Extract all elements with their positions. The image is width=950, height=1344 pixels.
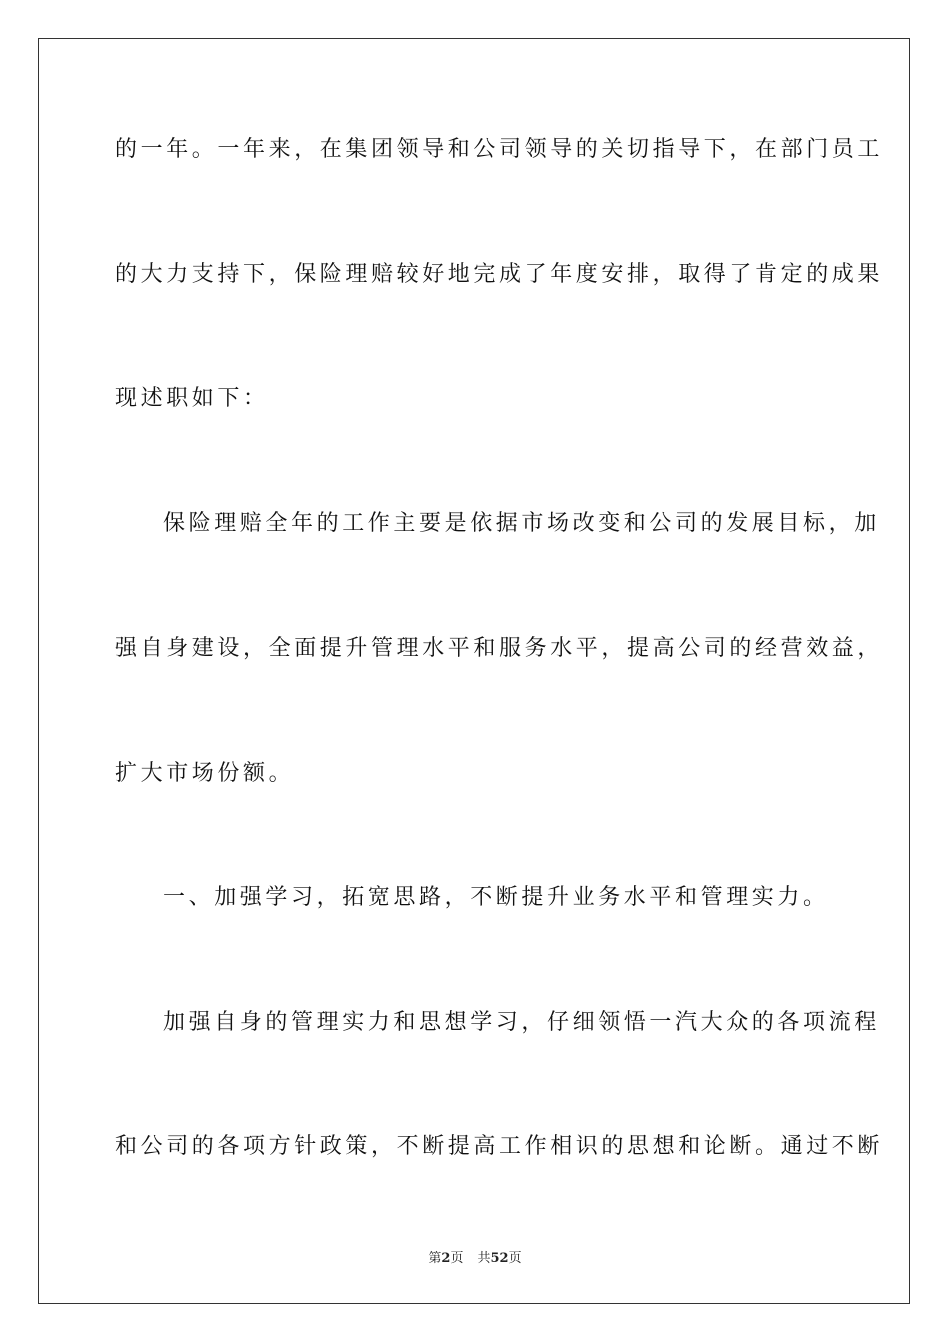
paragraph-start-line: 加强自身的管理实力和思想学习，仔细领悟一汽大众的各项流程 (163, 1010, 880, 1035)
text-line: 强自身建设，全面提升管理水平和服务水平，提高公司的经营效益， (115, 636, 884, 661)
total-suffix: 页 (508, 1251, 522, 1266)
text-line: 现述职如下： (115, 386, 269, 411)
page-prefix: 第 (428, 1251, 442, 1266)
page-suffix: 页 (450, 1251, 464, 1266)
section-heading: 一、加强学习，拓宽思路，不断提升业务水平和管理实力。 (163, 885, 829, 910)
text-line: 的大力支持下，保险理赔较好地完成了年度安排，取得了肯定的成果 (115, 262, 884, 287)
paragraph-start-line: 保险理赔全年的工作主要是依据市场改变和公司的发展目标，加 (163, 511, 880, 536)
total-pages: 52 (490, 1251, 509, 1266)
total-prefix: 共 (477, 1251, 491, 1266)
text-line: 和公司的各项方针政策，不断提高工作相识的思想和论断。通过不断 (115, 1134, 884, 1159)
page-border (38, 38, 910, 1304)
text-line: 的一年。一年来，在集团领导和公司领导的关切指导下，在部门员工 (115, 137, 884, 162)
page-number: 2 (441, 1251, 451, 1266)
page-footer (0, 1247, 950, 1266)
text-line: 扩大市场份额。 (115, 761, 295, 786)
